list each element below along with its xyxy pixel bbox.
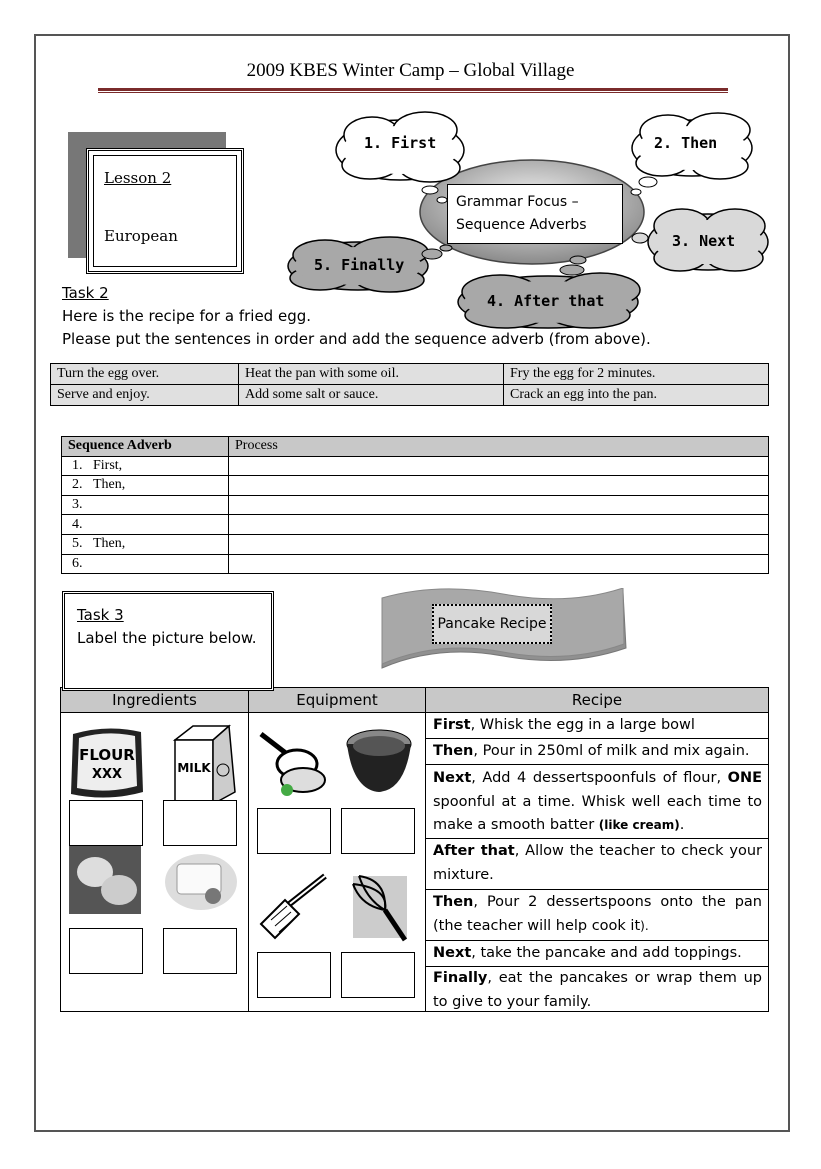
row-number: 5.: [72, 536, 83, 552]
recipe-step: [433, 891, 762, 938]
step-cell: Add some salt or sauce.: [239, 385, 504, 406]
flour-bag-icon: [67, 724, 147, 802]
recipe-step: [433, 942, 762, 966]
grammar-focus-line1: Grammar Focus –: [456, 194, 579, 210]
header-recipe: Recipe: [426, 688, 768, 713]
butter-icon: [163, 846, 239, 912]
row-divider: [426, 838, 768, 839]
task3-instruction: Label the picture below.: [77, 629, 257, 647]
step-text: , Pour in 250ml of milk and mix again.: [473, 743, 750, 759]
task3-text-block: [77, 604, 261, 650]
ingredient-label-box[interactable]: [69, 800, 143, 846]
row-divider: [426, 940, 768, 941]
row-adverb: Then,: [93, 536, 126, 552]
cloud-first-label: 1. First: [364, 134, 437, 152]
grammar-focus-line2: Sequence Adverbs: [456, 217, 587, 233]
table-row: [62, 515, 769, 535]
adverb-cell[interactable]: [62, 554, 229, 574]
adverb-cell: [62, 476, 229, 496]
task3-heading: Task 3: [77, 606, 124, 624]
process-cell[interactable]: [229, 456, 769, 476]
task2-instructions: [62, 282, 651, 351]
step-text: , take the pancake and add toppings.: [471, 945, 742, 961]
cloud-finally-label: 5. Finally: [314, 256, 405, 274]
task2-line1: Here is the recipe for a fried egg.: [62, 307, 312, 325]
adverb-cell: [62, 534, 229, 554]
lesson-subtitle: European: [104, 227, 178, 245]
equipment-label-box[interactable]: [257, 808, 331, 854]
step-text: , Allow the teacher to check your mixture.: [433, 843, 762, 883]
step-emphasis: ONE: [727, 770, 762, 786]
step-cell: Crack an egg into the pan.: [504, 385, 769, 406]
step-tail: ).: [640, 918, 649, 933]
recipe-step: [433, 714, 762, 738]
table-row: [51, 385, 769, 406]
table-row: [62, 554, 769, 574]
pancake-recipe-label: Pancake Recipe: [432, 604, 552, 644]
equipment-label-box[interactable]: [257, 952, 331, 998]
step-cell: Serve and enjoy.: [51, 385, 239, 406]
ingredient-label-box[interactable]: [69, 928, 143, 974]
page-title: 2009 KBES Winter Camp – Global Village: [246, 60, 575, 81]
header-sequence-adverb: Sequence Adverb: [62, 437, 229, 457]
spatula-icon: [257, 870, 335, 944]
row-number: 1.: [72, 457, 83, 473]
column-divider: [248, 688, 249, 1011]
row-number: 2.: [72, 477, 83, 493]
ingredient-label-box[interactable]: [163, 800, 237, 846]
eggs-icon: [69, 846, 141, 914]
ingredient-label-box[interactable]: [163, 928, 237, 974]
milk-label: MILK: [177, 761, 211, 775]
equipment-label-box[interactable]: [341, 952, 415, 998]
row-number: 6.: [72, 555, 83, 571]
row-adverb: First,: [93, 457, 123, 473]
table-row: [62, 534, 769, 554]
recipe-step: [433, 967, 762, 1014]
step-tail: .: [679, 817, 685, 833]
process-cell[interactable]: [229, 476, 769, 496]
step-text: spoonful at a time. Whisk well each time to make a smooth batter: [433, 793, 762, 833]
fried-egg-steps-table: [50, 363, 769, 406]
step-text: , Whisk the egg in a large bowl: [470, 717, 695, 733]
adverb-cell[interactable]: [62, 515, 229, 535]
row-adverb: Then,: [93, 477, 126, 493]
process-cell[interactable]: [229, 534, 769, 554]
step-text: , Add 4 dessertspoonfuls of flour,: [471, 770, 728, 786]
table-row: [62, 456, 769, 476]
lesson-title: Lesson 2: [104, 169, 172, 187]
grammar-focus-box: [447, 184, 623, 244]
cloud-next-label: 3. Next: [672, 232, 736, 250]
table-row: [62, 476, 769, 496]
table-row: [51, 364, 769, 385]
step-adverb: Then: [433, 743, 474, 759]
cloud-after-that-label: 4. After that: [487, 292, 605, 310]
row-divider: [426, 738, 768, 739]
step-cell: Turn the egg over.: [51, 364, 239, 385]
step-adverb: Next: [433, 945, 472, 961]
row-number: 4.: [72, 516, 83, 532]
milk-carton-icon: [163, 722, 241, 806]
measuring-cups-icon: [257, 724, 331, 798]
step-cell: Heat the pan with some oil.: [239, 364, 504, 385]
flour-sub-label: XXX: [91, 767, 123, 782]
process-cell[interactable]: [229, 515, 769, 535]
mixing-bowl-icon: [343, 724, 415, 796]
step-cell: Fry the egg for 2 minutes.: [504, 364, 769, 385]
flour-label: FLOUR: [79, 746, 135, 764]
recipe-step: [433, 740, 762, 764]
whisk-icon: [347, 870, 409, 944]
header-ingredients: Ingredients: [61, 688, 249, 713]
task3-box: [62, 591, 274, 691]
recipe-step: [433, 767, 762, 838]
process-cell[interactable]: [229, 554, 769, 574]
recipe-step: [433, 840, 762, 887]
table-row: [62, 495, 769, 515]
header-process: Process: [229, 437, 769, 457]
process-cell[interactable]: [229, 495, 769, 515]
step-text: , Pour 2 dessertspoons onto the pan (the teacher will help cook it: [433, 894, 762, 934]
adverb-cell: [62, 456, 229, 476]
task2-line2: Please put the sentences in order and add the sequence adverb (from above).: [62, 330, 651, 348]
cloud-then-label: 2. Then: [654, 134, 718, 152]
equipment-label-box[interactable]: [341, 808, 415, 854]
row-number: 3.: [72, 497, 83, 513]
header-equipment: Equipment: [249, 688, 426, 713]
table-header-row: [62, 437, 769, 457]
column-divider: [425, 688, 426, 1011]
step-adverb: After that: [433, 843, 515, 859]
row-divider: [426, 889, 768, 890]
adverb-cell[interactable]: [62, 495, 229, 515]
step-note: (like cream): [598, 818, 680, 832]
step-adverb: Next: [433, 770, 472, 786]
sequence-adverb-table: [61, 436, 769, 574]
step-adverb: Then: [433, 894, 474, 910]
step-adverb: First: [433, 717, 471, 733]
task2-heading: Task 2: [62, 284, 109, 302]
pancake-recipe-table: [60, 687, 769, 1012]
row-divider: [426, 764, 768, 765]
step-adverb: Finally: [433, 970, 488, 986]
step-text: , eat the pancakes or wrap them up to give to your family.: [433, 970, 762, 1010]
